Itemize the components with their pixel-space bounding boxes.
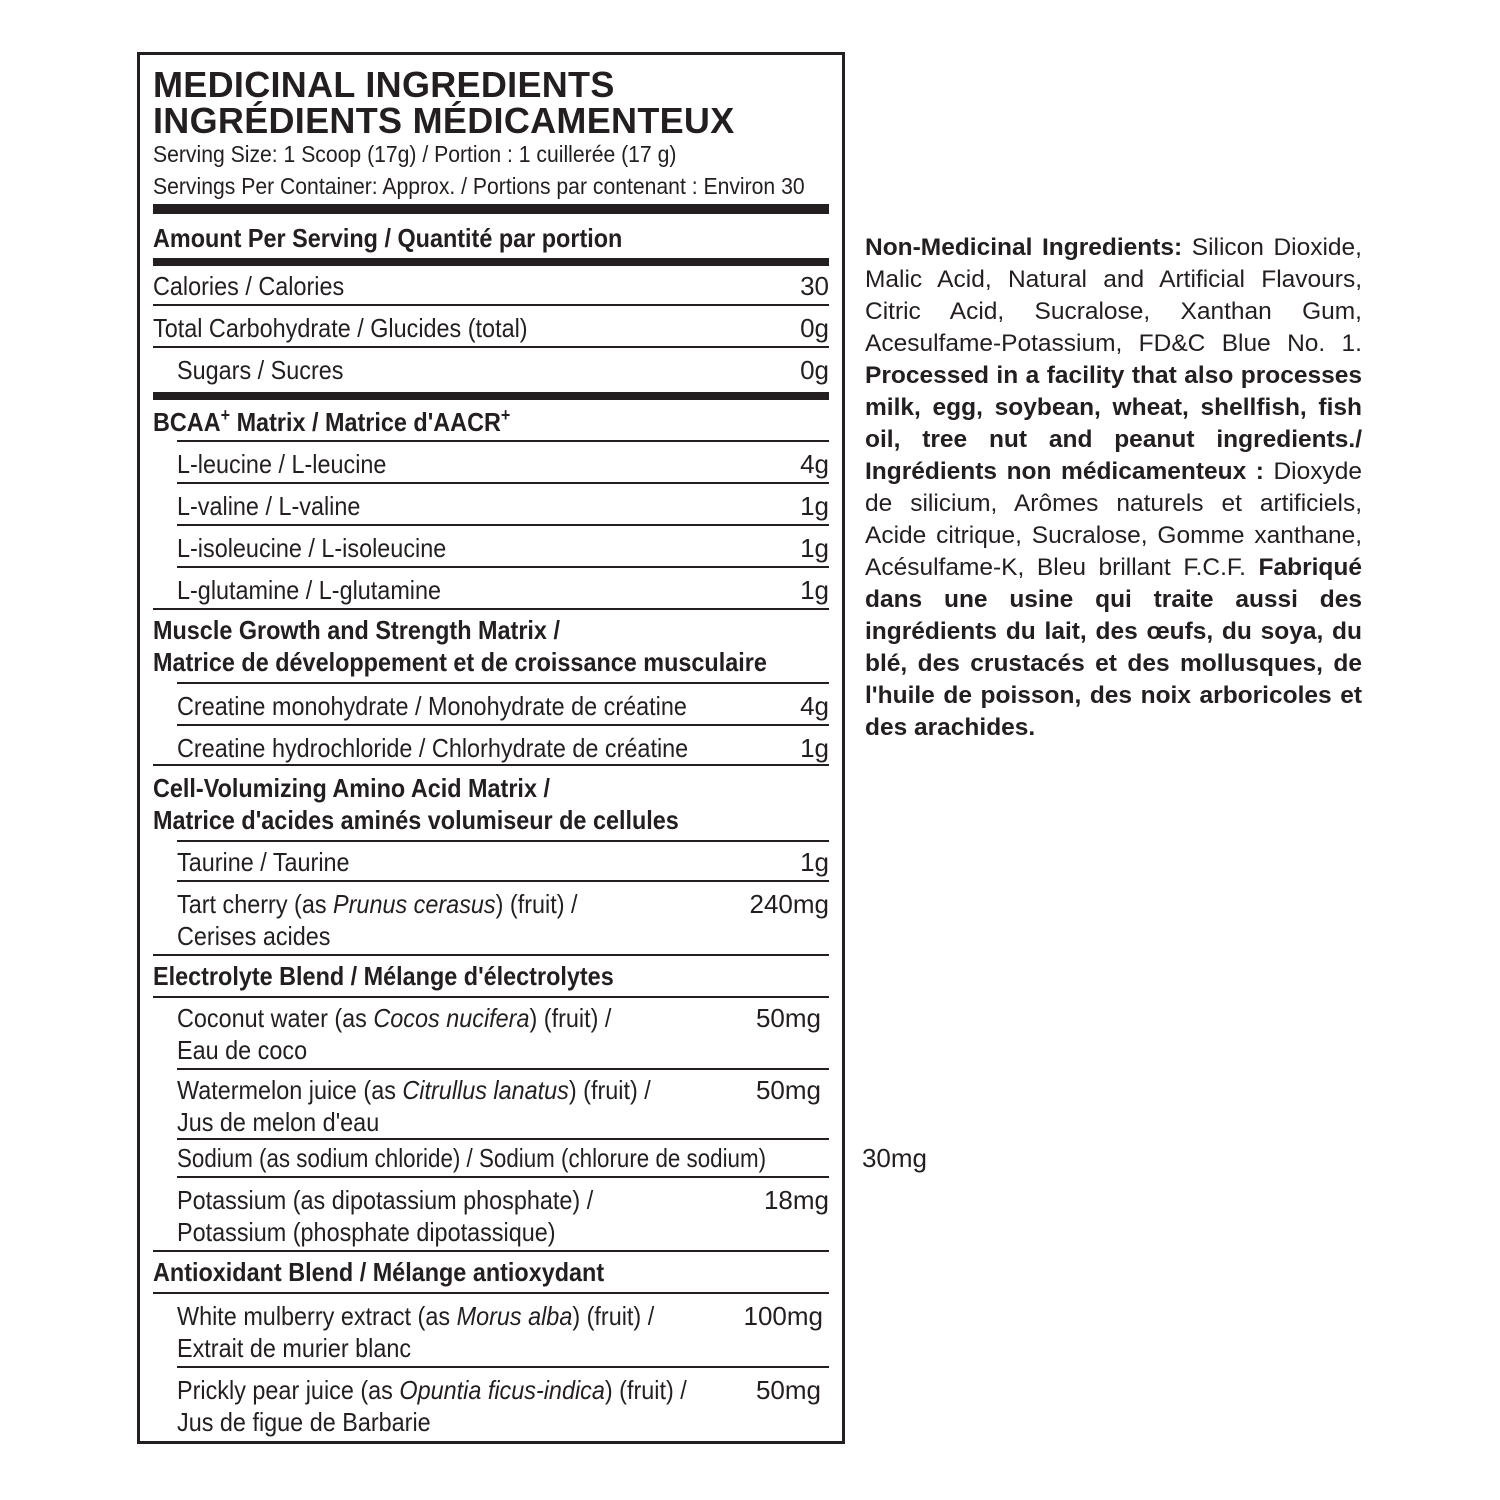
- ingredient-value: 1g: [800, 733, 829, 763]
- ingredient-label: Creatine hydrochloride / Chlorhydrate de créatine: [177, 733, 689, 763]
- ingredient-value: 1g: [800, 575, 829, 605]
- section-divider: [153, 954, 829, 956]
- ingredient-row: [153, 726, 829, 764]
- ingredient-label: Coconut water (as Cocos nucifera) (fruit) / Eau de coco: [177, 1003, 612, 1065]
- ingredient-label: Tart cherry (as Prunus cerasus) (fruit) / Cerises acides: [177, 889, 578, 951]
- watermelon-juice-row: [153, 1070, 829, 1138]
- ingredient-value: 4g: [800, 691, 829, 721]
- allergen-statement-fr: Fabriqué dans une usine qui traite aussi des ingrédients du lait, des œufs, du soya, du blé, des crustacés et des mollusques, de l'huile de poisson, des noix arboricoles et des arachides.: [865, 554, 1362, 741]
- ingredient-label: Prickly pear juice (as Opuntia ficus-indica) (fruit) / Jus de figue de Barbarie: [177, 1375, 687, 1437]
- ingredient-label: L-isoleucine / L-isoleucine: [177, 533, 447, 563]
- allergen-statement-en: Processed in a facility that also processes milk, egg, soybean, wheat, shellfish, fish oil, tree nut and peanut ingredients./: [865, 362, 1362, 453]
- nutrient-label: Total Carbohydrate / Glucides (total): [153, 313, 528, 343]
- non-medicinal-text: [865, 232, 1362, 744]
- sodium-row: [153, 1140, 927, 1176]
- cell-matrix-heading: Cell-Volumizing Amino Acid Matrix /: [153, 773, 550, 803]
- nutrient-value: 30: [800, 271, 829, 301]
- non-medicinal-label-fr: Ingrédients non médicamenteux :: [865, 458, 1264, 485]
- ingredient-label: Watermelon juice (as Citrullus lanatus) (fruit) / Jus de melon d'eau: [177, 1075, 651, 1137]
- thick-divider: [153, 258, 829, 266]
- taurine-row: [153, 842, 829, 880]
- tart-cherry-row: [153, 882, 829, 954]
- muscle-matrix-heading: Muscle Growth and Strength Matrix /: [153, 615, 560, 645]
- ingredient-value: 50mg: [755, 1075, 821, 1105]
- bcaa-matrix-heading: BCAA+ Matrix / Matrice d'AACR+: [153, 405, 511, 437]
- thick-divider: [153, 204, 829, 214]
- section-divider: [153, 764, 829, 766]
- nutrient-value: 0g: [800, 313, 829, 343]
- ingredient-value: 1g: [800, 533, 829, 563]
- ingredient-value: 1g: [800, 491, 829, 521]
- ingredient-label: L-valine / L-valine: [177, 491, 361, 521]
- calories-row: [153, 266, 829, 304]
- ingredient-value: 100mg: [743, 1301, 823, 1331]
- coconut-water-row: [153, 998, 829, 1068]
- carbohydrate-row: [153, 306, 829, 346]
- title-english: MEDICINAL INGREDIENTS: [153, 64, 615, 105]
- ingredient-label: L-leucine / L-leucine: [177, 449, 387, 479]
- ingredient-label: Potassium (as dipotassium phosphate) / Potassium (phosphate dipotassique): [177, 1185, 594, 1247]
- non-medicinal-ingredients: [865, 232, 1362, 744]
- white-mulberry-row: [153, 1294, 829, 1366]
- ingredient-value: 1g: [800, 847, 829, 877]
- ingredient-label: L-glutamine / L-glutamine: [177, 575, 442, 605]
- ingredient-value: 50mg: [755, 1003, 821, 1033]
- prickly-pear-row: [153, 1368, 829, 1438]
- thick-divider: [153, 392, 829, 400]
- ingredient-value: 18mg: [763, 1185, 829, 1215]
- cell-matrix-heading-fr: Matrice d'acides aminés volumiseur de cellules: [153, 805, 679, 835]
- title-french: INGRÉDIENTS MÉDICAMENTEUX: [153, 100, 735, 141]
- ingredient-label: White mulberry extract (as Morus alba) (fruit) / Extrait de murier blanc: [177, 1301, 655, 1363]
- muscle-matrix-heading-fr: Matrice de développement et de croissance musculaire: [153, 647, 767, 677]
- medicinal-ingredients-panel: [137, 52, 927, 1444]
- ingredient-label: Taurine / Taurine: [177, 847, 350, 877]
- ingredient-row: [153, 442, 829, 482]
- sugars-row: [153, 348, 829, 388]
- ingredient-value: 240mg: [749, 889, 829, 919]
- section-divider: [153, 608, 829, 610]
- servings-per-container: Servings Per Container: Approx. / Portions par contenant : Environ 30: [153, 173, 805, 199]
- antioxidant-blend-heading: Antioxidant Blend / Mélange antioxydant: [153, 1257, 605, 1287]
- electrolyte-blend-heading: Electrolyte Blend / Mélange d'électrolytes: [153, 961, 614, 991]
- nutrient-label: Calories / Calories: [153, 271, 345, 301]
- ingredient-value: 50mg: [755, 1375, 821, 1405]
- non-medicinal-label-en: Non-Medicinal Ingredients:: [865, 234, 1183, 261]
- ingredient-row: [153, 526, 829, 566]
- ingredient-row: [153, 684, 829, 724]
- ingredient-label: Sodium (as sodium chloride) / Sodium (chlorure de sodium): [177, 1143, 767, 1173]
- ingredient-label: Creatine monohydrate / Monohydrate de créatine: [177, 691, 687, 721]
- ingredient-value: 4g: [800, 449, 829, 479]
- non-medicinal-list-fr: Dioxyde de silicium, Arômes naturels et artificiels, Acide citrique, Sucralose, Gomme xanthane, Acésulfame-K, Bleu brillant F.C.F.: [865, 458, 1362, 581]
- section-divider: [153, 1250, 829, 1252]
- ingredient-value: 30mg: [861, 1143, 927, 1173]
- potassium-row: [153, 1178, 829, 1250]
- serving-size: Serving Size: 1 Scoop (17g) / Portion : 1 cuillerée (17 g): [153, 141, 677, 167]
- nutrient-label: Sugars / Sucres: [177, 355, 344, 385]
- non-medicinal-list-en: Silicon Dioxide, Malic Acid, Natural and Artificial Flavours, Citric Acid, Sucralose, Xanthan Gum, Acesulfame-Potassium, FD&C Blue No. 1.: [865, 234, 1362, 357]
- nutrient-value: 0g: [800, 355, 829, 385]
- amount-per-serving-heading: Amount Per Serving / Quantité par portion: [153, 223, 623, 253]
- ingredient-row: [153, 568, 829, 608]
- ingredient-row: [153, 484, 829, 524]
